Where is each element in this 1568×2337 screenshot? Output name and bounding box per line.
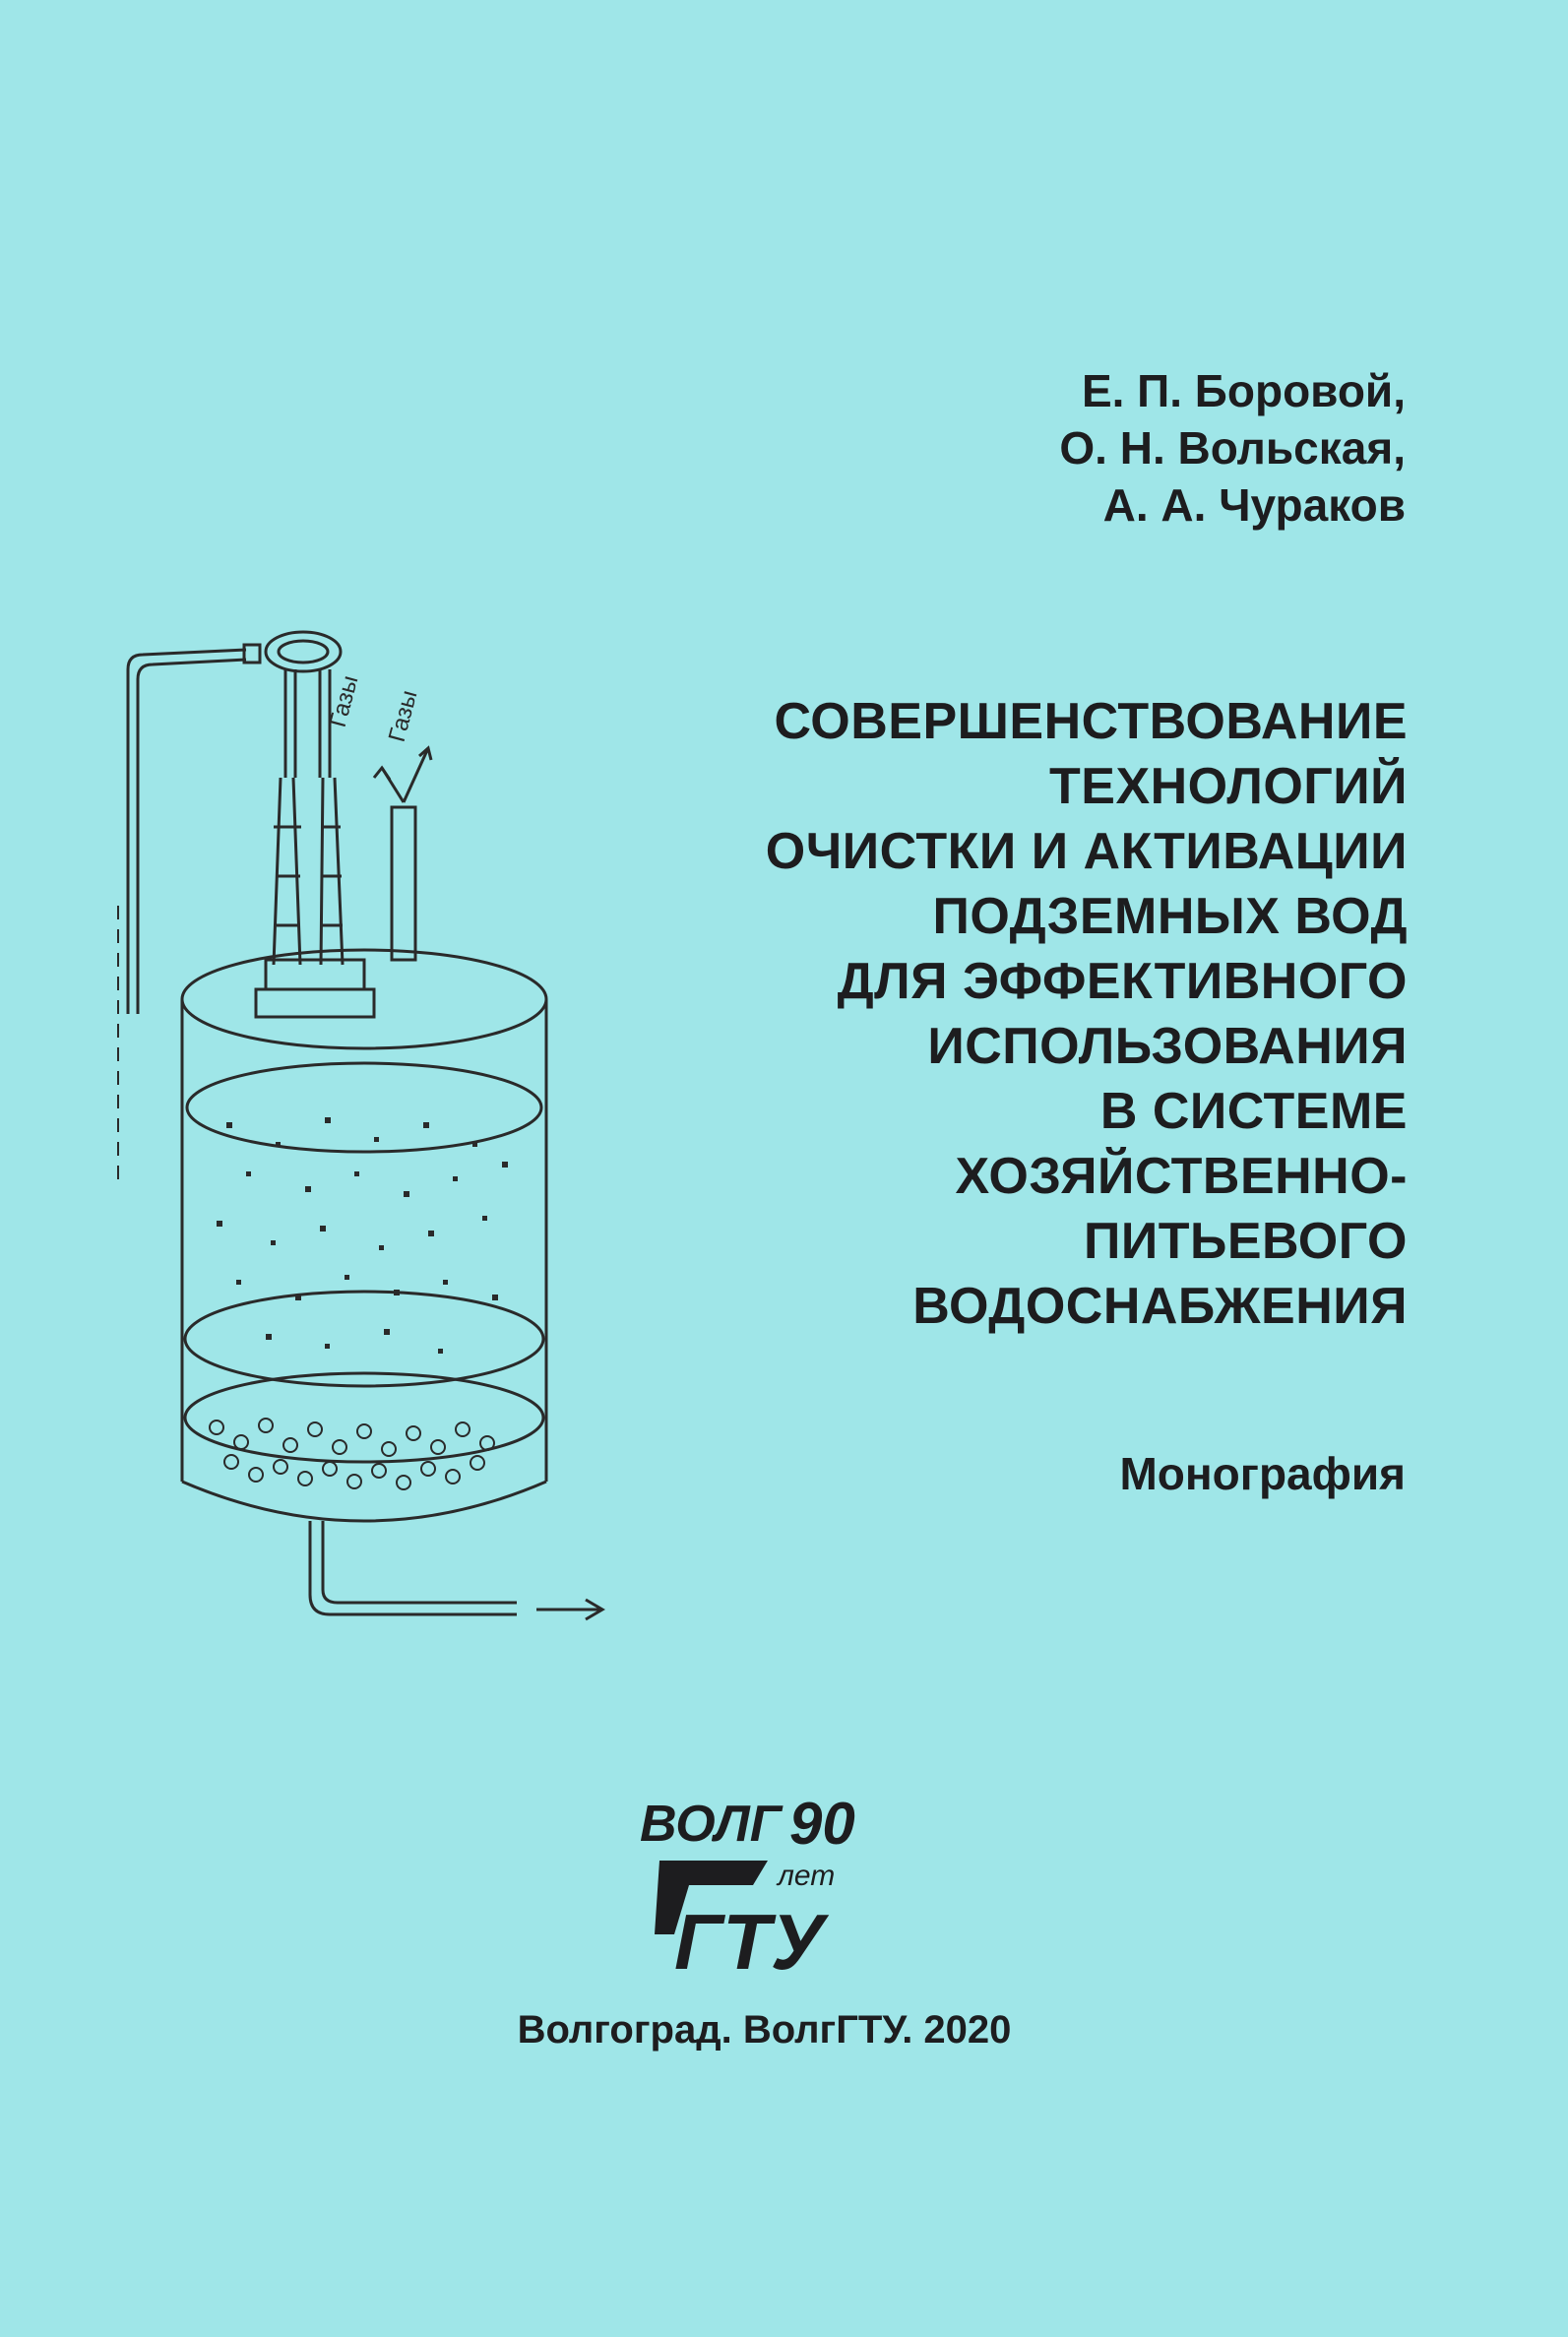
tank-bottom [182,1482,546,1521]
water-level [187,1063,541,1152]
gas-outlet-tube [392,807,415,960]
title-line: ИСПОЛЬЗОВАНИЯ [927,1018,1408,1075]
pipe-ring [266,632,341,671]
genre-label: Монография [1119,1448,1406,1499]
title-line: ПОДЗЕМНЫХ ВОД [932,888,1408,945]
title-line: СОВЕРШЕНСТВОВАНИЕ [774,693,1408,750]
title-line: В СИСТЕМЕ [1099,1083,1408,1140]
university-logo [620,1787,915,1984]
author-3: А. А. Чураков [1102,479,1406,531]
authors-block [1059,362,1406,534]
inlet-pipe [128,650,246,1014]
author-1: Е. П. Боровой, [1081,365,1406,416]
logo-years: лет [778,1860,836,1892]
electrode-right [321,778,343,965]
electrode-left [274,778,300,965]
title-line: ВОДОСНАБЖЕНИЯ [912,1278,1408,1335]
author-2: О. Н. Вольская, [1059,422,1406,474]
title-line: ХОЗЯЙСТВЕННО- [955,1148,1408,1205]
title-line: ПИТЬЕВОГО [1083,1213,1408,1270]
title-line: ДЛЯ ЭФФЕКТИВНОГО [837,953,1408,1010]
logo-text-bottom: ГТУ [674,1898,825,1984]
logo-text-top: ВОЛГ [640,1796,782,1853]
gas-label-2: Газы [383,687,423,745]
outlet-pipe [310,1521,517,1614]
title-line: ОЧИСТКИ И АКТИВАЦИИ [765,823,1408,880]
logo-number: 90 [789,1791,855,1857]
publisher-text: Волгоград. ВолгГТУ. 2020 [517,2008,1012,2052]
title-line: ТЕХНОЛОГИЙ [1049,758,1408,815]
outlet-arrow [536,1600,602,1619]
tank-walls [182,999,546,1482]
book-title [659,689,1408,1339]
lid-flange [266,960,364,989]
publisher-line [0,2008,1568,2053]
filter-tank-diagram [98,610,630,1644]
filter-media [210,1419,494,1489]
gas-label-1: Газы [324,672,364,730]
